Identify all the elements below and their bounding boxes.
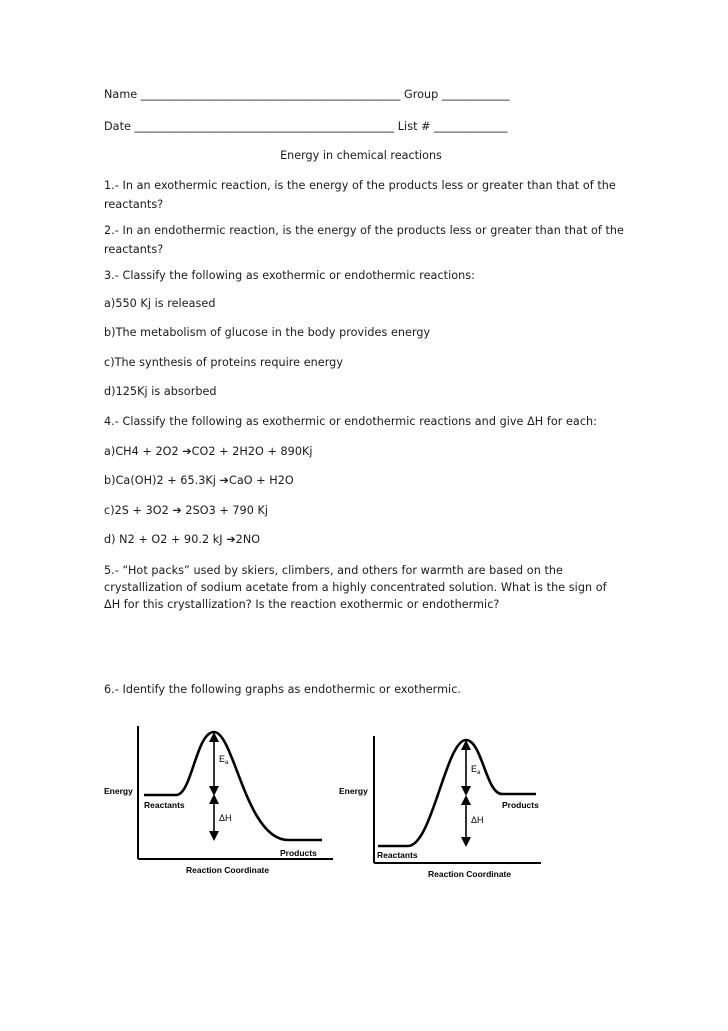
energy-diagram-2 [336,730,546,882]
question-3-item-a: a)550 Kj is released [104,297,216,310]
question-4-item-b: b)Ca(OH)2 + 65.3Kj ➔CaO + H2O [104,474,294,487]
ea-label [471,764,481,776]
dh-label: ΔH [219,813,232,823]
ea-label-sub: a [225,760,229,766]
reaction-curve [378,740,536,846]
dh-label: ΔH [471,815,484,825]
question-4-item-d: d) N2 + O2 + 90.2 kJ ➔2NO [104,533,261,546]
x-axis-label: Reaction Coordinate [186,865,270,875]
products-label: Products [502,800,539,810]
reactants-label: Reactants [377,850,418,860]
question-3-item-b: b)The metabolism of glucose in the body provides energy [104,326,431,339]
question-3-item-d: d)125Kj is absorbed [104,385,217,398]
question-4: 4.- Classify the following as exothermic or endothermic reactions and give ΔH for each: [104,415,598,428]
ea-label-main: E [219,754,226,764]
ea-arrowhead-down [461,786,471,796]
question-4-item-a: a)CH4 + 2O2 ➔CO2 + 2H2O + 890Kj [104,445,313,458]
question-4-item-c: c)2S + 3O2 ➔ 2SO3 + 790 Kj [104,504,269,517]
ea-label [219,754,229,766]
question-6: 6.- Identify the following graphs as endothermic or exothermic. [104,683,462,696]
dh-arrowhead-down [209,831,219,841]
question-2: 2.- In an endothermic reaction, is the energy of the products less or greater than that of the reactants? [104,224,624,256]
question-5: 5.- “Hot packs” used by skiers, climbers, and others for warmth are based on the crystallization of sodium acetate from a highly concentrated solution. What is the sign of ΔH for this crystallization? Is the reaction exothermic or endothermic? [104,564,607,611]
page-title-text: Energy in chemical reactions [280,149,442,162]
reactants-label: Reactants [144,800,185,810]
products-label: Products [280,848,317,858]
question-1: 1.- In an exothermic reaction, is the energy of the products less or greater than that of the reactants? [104,179,616,211]
reaction-curve [144,732,322,840]
y-axis-label: Energy [104,786,133,796]
x-axis-label: Reaction Coordinate [428,869,512,879]
energy-diagram-1 [100,718,340,880]
ea-label-main: E [471,764,478,774]
name-group-line: Name ______________________________________________ Group ____________ [104,88,510,101]
dh-arrowhead-up [209,794,219,804]
y-axis-label: Energy [339,786,368,796]
dh-arrowhead-up [461,795,471,805]
question-3: 3.- Classify the following as exothermic or endothermic reactions: [104,269,475,282]
question-3-item-c: c)The synthesis of proteins require energy [104,356,344,369]
dh-arrowhead-down [461,837,471,847]
page-title [0,149,728,162]
date-list-line: Date ______________________________________________ List # _____________ [104,120,508,133]
ea-label-sub: a [477,770,481,776]
